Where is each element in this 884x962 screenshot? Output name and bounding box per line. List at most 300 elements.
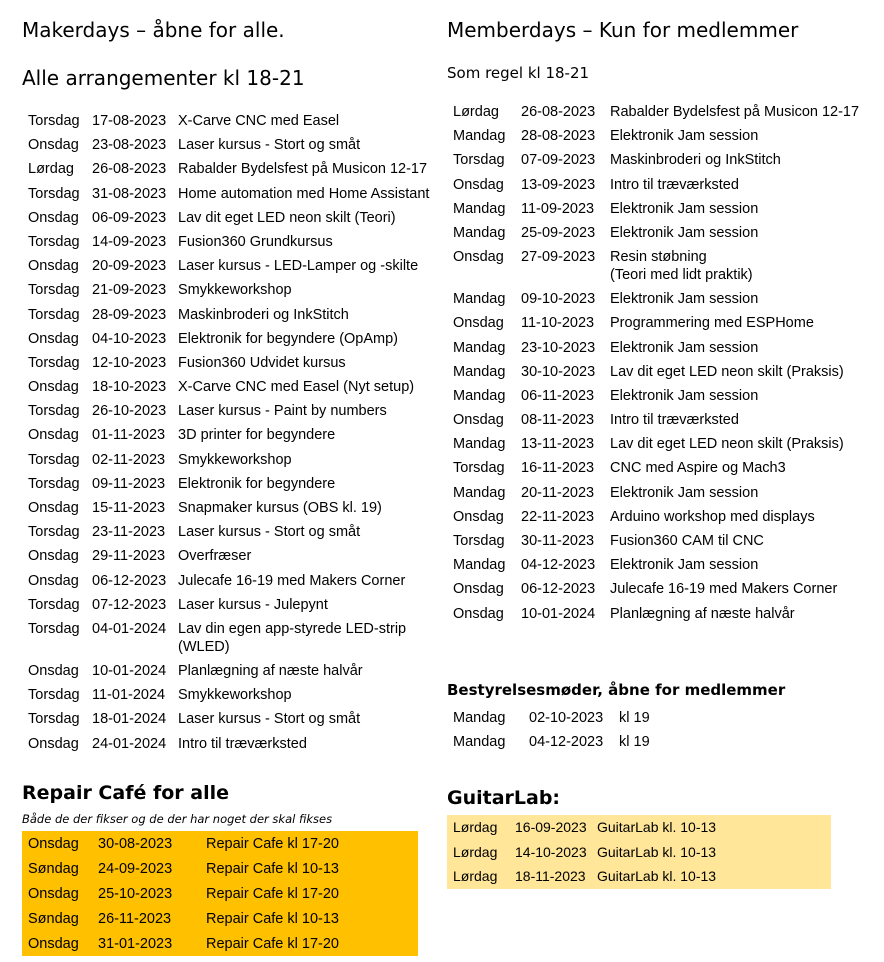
event-time-text: kl 19: [619, 734, 650, 750]
event-row: [22, 620, 429, 662]
event-row: [447, 363, 859, 387]
event-day: Mandag: [453, 363, 506, 380]
event-title-text: Laser kursus - LED-Lamper og -skilte: [178, 258, 419, 275]
event-title: [178, 523, 429, 547]
event-day: Onsdag: [28, 330, 79, 347]
event-day: Torsdag: [453, 460, 505, 477]
event-day: Onsdag: [453, 605, 504, 622]
event-time-text: kl 19: [619, 710, 650, 726]
event-title-text: Home automation med Home Assistant: [178, 185, 430, 202]
event-date: 14-10-2023: [515, 843, 587, 860]
memberdays-subheading: Som regel kl 18-21: [447, 64, 590, 82]
event-title-text: Elektronik for begyndere: [178, 475, 336, 492]
event-row: [22, 185, 429, 209]
event-day: Lørdag: [453, 819, 498, 836]
event-title-text: Laser kursus - Stort og småt: [178, 524, 361, 541]
event-day: Torsdag: [28, 306, 80, 323]
event-title: [178, 354, 429, 378]
event-date: 18-10-2023: [92, 379, 167, 396]
event-title: [610, 103, 859, 127]
event-day: Onsdag: [28, 885, 79, 902]
event-date: 04-01-2024: [92, 620, 167, 637]
event-day: Lørdag: [453, 868, 498, 885]
event-row: [447, 815, 831, 840]
event-row: [22, 281, 429, 305]
event-date: 11-01-2024: [92, 687, 166, 704]
event-day: Torsdag: [28, 596, 80, 613]
event-title-text: X-Carve CNC med Easel: [178, 113, 340, 129]
event-title-text: Elektronik Jam session: [610, 387, 759, 404]
event-date: 29-11-2023: [92, 548, 166, 565]
event-title: [206, 931, 418, 956]
event-row: [447, 508, 859, 532]
memberdays-heading: Memberdays – Kun for medlemmer: [447, 18, 799, 42]
event-date: 10-01-2024: [92, 662, 167, 679]
event-title-text: Rabalder Bydelsfest på Musicon 12-17: [178, 161, 428, 178]
event-title-text: Smykkeworkshop: [178, 451, 292, 468]
event-title-text: Repair Cafe kl 17-20: [206, 885, 339, 902]
event-date: 06-11-2023: [521, 387, 595, 404]
event-title-text: Repair Cafe kl 17-20: [206, 835, 339, 852]
event-title: [597, 815, 831, 840]
event-title-text: Lav dit eget LED neon skilt (Praksis): [610, 436, 844, 453]
event-date: 21-09-2023: [92, 282, 167, 299]
event-row: [447, 151, 859, 175]
event-title: [610, 176, 859, 200]
event-date: 24-01-2024: [92, 735, 167, 752]
event-row: [22, 112, 429, 136]
event-title-text: Laser kursus - Julepynt: [178, 596, 328, 613]
event-date: 28-09-2023: [92, 306, 167, 323]
event-date: 24-09-2023: [98, 860, 173, 877]
event-title-text: Programmering med ESPHome: [610, 315, 814, 332]
event-date: 23-10-2023: [521, 339, 596, 356]
event-title: [178, 596, 429, 620]
event-date: 11-09-2023: [521, 200, 595, 217]
event-row: [447, 290, 859, 314]
event-day: Mandag: [453, 387, 506, 404]
event-date: 13-11-2023: [521, 436, 595, 453]
event-title: [597, 864, 831, 889]
event-row: [447, 864, 831, 889]
event-date: 25-10-2023: [98, 885, 173, 902]
repair-subheading: Både de der fikser og de der har noget der skal fikses: [22, 812, 333, 826]
event-day: Mandag: [453, 339, 506, 356]
event-title: [178, 475, 429, 499]
event-title-text: Lav dit eget LED neon skilt (Teori): [178, 209, 396, 226]
event-time: [619, 730, 650, 754]
event-date: 23-11-2023: [92, 524, 166, 541]
event-date: 08-11-2023: [521, 412, 595, 429]
makerdays-heading: Makerdays – åbne for alle.: [22, 18, 285, 42]
event-title: [178, 426, 429, 450]
event-title: [178, 209, 429, 233]
event-day: Onsdag: [453, 581, 504, 598]
event-day: Mandag: [453, 224, 506, 241]
event-date: 26-08-2023: [92, 161, 167, 178]
event-day: Onsdag: [28, 427, 79, 444]
makerdays-subheading: Alle arrangementer kl 18-21: [22, 66, 305, 90]
event-day: Mandag: [453, 484, 506, 501]
event-date: 16-09-2023: [515, 819, 587, 836]
event-date: 30-08-2023: [98, 835, 173, 852]
event-date: 13-09-2023: [521, 176, 596, 193]
event-day: Mandag: [453, 200, 506, 217]
event-row: [22, 856, 418, 881]
event-title: [178, 710, 429, 734]
event-row: [22, 209, 429, 233]
event-date: 31-01-2023: [98, 935, 173, 952]
event-day: Onsdag: [28, 258, 79, 275]
event-day: Søndag: [28, 910, 79, 927]
event-title: [610, 290, 859, 314]
event-row: [447, 248, 859, 290]
event-title: [178, 306, 429, 330]
event-row: [447, 580, 859, 604]
event-date: 09-10-2023: [521, 291, 596, 308]
event-day: Mandag: [453, 128, 506, 145]
event-row: [22, 710, 429, 734]
event-date: 23-08-2023: [92, 137, 167, 154]
event-title-text: Intro til træværksted: [178, 735, 307, 752]
event-day: Torsdag: [28, 620, 80, 637]
event-row: [22, 523, 429, 547]
event-title-text: Elektronik Jam session: [610, 128, 759, 145]
event-day: Onsdag: [28, 835, 79, 852]
event-title: [610, 339, 859, 363]
event-title: [610, 151, 859, 175]
event-row: [447, 339, 859, 363]
event-title-text: Laser kursus - Paint by numbers: [178, 403, 387, 420]
event-title-text: Elektronik for begyndere (OpAmp): [178, 330, 399, 347]
event-title-text: Fusion360 Grundkursus: [178, 233, 333, 250]
event-title-text: Resin støbning: [610, 249, 707, 266]
event-day: Onsdag: [28, 935, 79, 952]
event-date: 06-12-2023: [92, 572, 167, 589]
event-day: Lørdag: [28, 161, 74, 178]
event-title: [178, 547, 429, 571]
event-date: 28-08-2023: [521, 128, 596, 145]
event-date: 11-10-2023: [521, 315, 595, 332]
event-row: [447, 706, 650, 730]
event-date: 06-12-2023: [521, 581, 596, 598]
event-title-text: Overfræser: [178, 548, 252, 565]
event-title: [178, 281, 429, 305]
event-day: Onsdag: [28, 662, 79, 679]
event-date: 04-12-2023: [521, 557, 596, 574]
event-time: [619, 706, 650, 730]
event-row: [447, 605, 859, 629]
event-title-text: Julecafe 16-19 med Makers Corner: [610, 581, 838, 598]
event-row: [22, 499, 429, 523]
event-title: [178, 330, 429, 354]
event-title-text: Repair Cafe kl 10-13: [206, 860, 339, 877]
event-row: [22, 906, 418, 931]
event-date: 02-10-2023: [529, 710, 604, 726]
event-date: 07-09-2023: [521, 152, 596, 169]
event-title-text: Lav din egen app-styrede LED-strip: [178, 620, 407, 637]
event-title-text: Planlægning af næste halvår: [610, 605, 795, 622]
event-date: 17-08-2023: [92, 113, 167, 129]
event-title: [610, 127, 859, 151]
event-title-text: Maskinbroderi og InkStitch: [178, 306, 349, 323]
event-date: 25-09-2023: [521, 224, 596, 241]
event-day: Onsdag: [453, 315, 504, 332]
event-date: 02-11-2023: [92, 451, 166, 468]
event-row: [447, 556, 859, 580]
event-title-text: Maskinbroderi og InkStitch: [610, 152, 781, 169]
event-title: [610, 605, 859, 629]
event-title: [178, 451, 429, 475]
event-title-text: Elektronik Jam session: [610, 484, 759, 501]
event-date: 26-10-2023: [92, 403, 167, 420]
event-day: Torsdag: [28, 282, 80, 299]
event-title: [610, 314, 859, 338]
event-day: Torsdag: [28, 354, 80, 371]
event-title-continuation: (Teori med lidt praktik): [610, 267, 753, 284]
event-title-text: Elektronik Jam session: [610, 557, 759, 574]
event-day: Torsdag: [28, 687, 80, 704]
event-row: [22, 257, 429, 281]
event-day: Mandag: [453, 557, 506, 574]
event-title: [610, 580, 859, 604]
event-day: Onsdag: [28, 500, 79, 516]
event-title-text: Elektronik Jam session: [610, 224, 759, 241]
event-date: 14-09-2023: [92, 233, 167, 250]
event-row: [447, 103, 859, 127]
event-date: 04-12-2023: [529, 734, 604, 750]
event-title-text: Fusion360 Udvidet kursus: [178, 354, 346, 371]
event-title: [610, 532, 859, 556]
event-title-text: Smykkeworkshop: [178, 282, 292, 299]
event-day: Torsdag: [453, 152, 505, 169]
event-title-text: Lav dit eget LED neon skilt (Praksis): [610, 363, 844, 380]
event-row: [447, 411, 859, 435]
board-table: [447, 706, 650, 754]
event-title: [610, 411, 859, 435]
event-day: Onsdag: [28, 379, 79, 396]
event-date: 04-10-2023: [92, 330, 167, 347]
event-title-text: X-Carve CNC med Easel (Nyt setup): [178, 379, 415, 396]
event-date: 06-09-2023: [92, 209, 167, 226]
board-heading: Bestyrelsesmøder, åbne for medlemmer: [447, 681, 786, 699]
event-day: Onsdag: [28, 137, 79, 154]
event-row: [22, 662, 429, 686]
event-day: Onsdag: [28, 572, 79, 589]
event-row: [447, 730, 650, 754]
event-row: [447, 224, 859, 248]
event-row: [22, 831, 418, 856]
event-day: Torsdag: [28, 113, 80, 129]
event-date: 30-11-2023: [521, 533, 595, 549]
event-title-text: 3D printer for begyndere: [178, 427, 336, 444]
event-day: Onsdag: [28, 209, 79, 226]
event-row: [22, 378, 429, 402]
event-day: Torsdag: [453, 533, 505, 549]
event-title-text: CNC med Aspire og Mach3: [610, 460, 786, 477]
guitarlab-heading: GuitarLab:: [447, 787, 561, 809]
event-row: [22, 136, 429, 160]
makerdays-table: [22, 112, 429, 759]
event-row: [22, 596, 429, 620]
event-day: Onsdag: [28, 735, 79, 752]
event-day: Onsdag: [453, 176, 504, 193]
event-title-text: Elektronik Jam session: [610, 291, 759, 308]
event-row: [22, 475, 429, 499]
event-day: Lørdag: [453, 843, 498, 860]
event-day: Torsdag: [28, 233, 80, 250]
event-row: [22, 330, 429, 354]
event-row: [447, 532, 859, 556]
event-day: Lørdag: [453, 104, 499, 120]
event-title: [610, 556, 859, 580]
event-row: [447, 435, 859, 459]
event-date: 12-10-2023: [92, 354, 167, 371]
event-title: [610, 248, 859, 290]
event-row: [447, 387, 859, 411]
event-title: [597, 840, 831, 865]
event-title: [610, 484, 859, 508]
event-title: [178, 185, 429, 209]
event-day: Onsdag: [453, 249, 504, 266]
event-row: [22, 160, 429, 184]
event-row: [22, 306, 429, 330]
event-day: Onsdag: [28, 548, 79, 565]
event-day: Torsdag: [28, 475, 80, 492]
event-title-text: Laser kursus - Stort og småt: [178, 137, 361, 154]
event-row: [22, 572, 429, 596]
event-row: [447, 176, 859, 200]
event-date: 22-11-2023: [521, 508, 595, 525]
event-title: [178, 735, 429, 759]
event-title: [610, 387, 859, 411]
event-title-text: Snapmaker kursus (OBS kl. 19): [178, 500, 382, 516]
event-row: [22, 233, 429, 257]
repair-table: [22, 831, 418, 956]
event-day: Torsdag: [28, 403, 80, 420]
event-title: [178, 402, 429, 426]
event-title-text: GuitarLab kl. 10-13: [597, 819, 717, 836]
event-title-text: Smykkeworkshop: [178, 687, 292, 704]
event-title-text: Repair Cafe kl 17-20: [206, 935, 339, 952]
event-title: [206, 906, 418, 931]
event-date: 27-09-2023: [521, 249, 596, 266]
event-day: Torsdag: [28, 524, 80, 541]
event-title: [610, 200, 859, 224]
event-title: [178, 686, 429, 710]
event-title: [178, 257, 429, 281]
event-row: [447, 200, 859, 224]
event-date: 20-11-2023: [521, 484, 595, 501]
event-title: [178, 378, 429, 402]
event-row: [22, 881, 418, 906]
event-day: Torsdag: [28, 451, 80, 468]
event-title: [610, 459, 859, 483]
event-title: [178, 112, 429, 136]
event-title: [178, 620, 429, 662]
event-title-text: Intro til træværksted: [610, 412, 739, 429]
memberdays-table: [447, 103, 859, 629]
event-title: [206, 831, 418, 856]
event-row: [447, 127, 859, 151]
event-title-text: GuitarLab kl. 10-13: [597, 868, 717, 885]
event-title-text: Repair Cafe kl 10-13: [206, 910, 339, 927]
event-title: [178, 233, 429, 257]
event-row: [447, 459, 859, 483]
event-title-text: Laser kursus - Stort og småt: [178, 711, 361, 728]
event-title: [610, 435, 859, 459]
event-day: Søndag: [28, 860, 79, 877]
event-day: Onsdag: [453, 412, 504, 429]
event-row: [22, 735, 429, 759]
event-row: [22, 686, 429, 710]
event-day: Torsdag: [28, 711, 80, 728]
event-row: [447, 314, 859, 338]
event-title: [610, 363, 859, 387]
event-row: [22, 451, 429, 475]
event-day: Mandag: [453, 710, 506, 726]
event-day: Torsdag: [28, 185, 80, 202]
event-date: 31-08-2023: [92, 185, 167, 202]
event-title: [178, 662, 429, 686]
event-row: [22, 547, 429, 571]
repair-heading: Repair Café for alle: [22, 782, 230, 804]
event-title: [206, 856, 418, 881]
event-day: Mandag: [453, 436, 506, 453]
event-row: [22, 354, 429, 378]
event-title-text: Planlægning af næste halvår: [178, 662, 363, 679]
event-date: 26-11-2023: [98, 910, 172, 927]
event-row: [22, 931, 418, 956]
event-date: 10-01-2024: [521, 605, 596, 622]
event-title: [206, 881, 418, 906]
event-date: 26-08-2023: [521, 104, 596, 120]
event-row: [447, 840, 831, 865]
event-date: 16-11-2023: [521, 460, 595, 477]
event-title-text: Arduino workshop med displays: [610, 508, 815, 525]
event-title-text: Elektronik Jam session: [610, 200, 759, 217]
event-day: Onsdag: [453, 508, 504, 525]
event-title: [178, 572, 429, 596]
event-row: [22, 402, 429, 426]
event-date: 18-01-2024: [92, 711, 167, 728]
event-title: [178, 136, 429, 160]
event-title-text: Intro til træværksted: [610, 176, 739, 193]
event-title-text: Julecafe 16-19 med Makers Corner: [178, 572, 406, 589]
event-date: 07-12-2023: [92, 596, 167, 613]
event-row: [447, 484, 859, 508]
event-title-text: Fusion360 CAM til CNC: [610, 533, 764, 549]
event-day: Mandag: [453, 734, 506, 750]
guitarlab-table: [447, 815, 831, 889]
event-day: Mandag: [453, 291, 506, 308]
event-date: 01-11-2023: [92, 427, 166, 444]
event-title: [178, 160, 429, 184]
event-title: [610, 224, 859, 248]
event-date: 18-11-2023: [515, 868, 586, 885]
event-title-text: Rabalder Bydelsfest på Musicon 12-17: [610, 104, 860, 120]
event-title-text: GuitarLab kl. 10-13: [597, 843, 717, 860]
event-date: 20-09-2023: [92, 258, 167, 275]
event-title-continuation: (WLED): [178, 638, 230, 655]
event-date: 09-11-2023: [92, 475, 166, 492]
event-row: [22, 426, 429, 450]
event-title: [610, 508, 859, 532]
event-title: [178, 499, 429, 523]
event-date: 15-11-2023: [92, 500, 166, 516]
event-title-text: Elektronik Jam session: [610, 339, 759, 356]
event-date: 30-10-2023: [521, 363, 596, 380]
